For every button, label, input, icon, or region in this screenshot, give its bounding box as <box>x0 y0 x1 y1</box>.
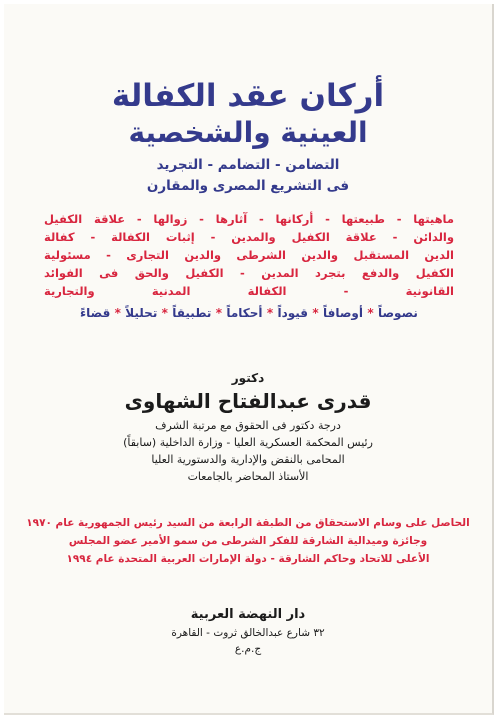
separator-star: * <box>215 306 223 320</box>
feature-item: تطبيقاً <box>172 306 212 320</box>
book-title-line-1: أركان عقد الكفالة <box>111 78 385 114</box>
feature-item: تحليلاً <box>125 306 158 320</box>
topics-line: ماهيتها - طبيعتها - أركانها - آثارها - زوالها - علاقة الكفيل <box>44 212 454 226</box>
separator-star: * <box>312 306 319 320</box>
separator-star: * <box>266 306 274 320</box>
topics-line: الدين المستقبل والدين الشرطى والدين التجارى - مسئولية <box>44 248 454 262</box>
award-line: الحاصل على وسام الاستحقاق من الطبقة الرابعة من السيد رئيس الجمهورية عام ١٩٧٠ <box>26 517 470 529</box>
separator-star: * <box>114 306 121 320</box>
credential-line: درجة دكتور فى الحقوق مع مرتبة الشرف <box>155 419 341 432</box>
feature-item: أوصافاً <box>322 306 364 320</box>
feature-item: نصوصاً <box>377 306 418 320</box>
separator-star: * <box>367 306 374 320</box>
publisher-country-code: ج.م.ع <box>234 643 262 655</box>
publisher-address: ٣٢ شارع عبدالخالق ثروت - القاهرة <box>171 627 325 639</box>
credential-line: المحامى بالنقض والإدارية والدستورية العليا <box>151 453 345 466</box>
author-title: دكتور <box>231 371 265 385</box>
topics-line: الكفيل والدفع بتجرد المدين - الكفيل والحق فى الفوائد <box>44 266 454 280</box>
feature-item: قيوداً <box>277 306 309 320</box>
award-line: الأعلى للاتحاد وحاكم الشارقة - دولة الإمارات العربية المتحدة عام ١٩٩٤ <box>66 553 430 565</box>
separator-star: * <box>161 306 168 320</box>
subtitle-line-2: فى التشريع المصرى والمقارن <box>146 178 350 194</box>
credential-line: رئيس المحكمة العسكرية العليا - وزارة الداخلية (سابقاً) <box>123 436 373 449</box>
author-name: قدرى عبدالفتاح الشهاوى <box>124 389 372 413</box>
topics-line: والدائن - علاقة الكفيل والمدين - إثبات الكفالة - كفالة <box>44 230 454 244</box>
credential-line: الأستاذ المحاضر بالجامعات <box>187 470 309 483</box>
features-line <box>80 304 418 322</box>
feature-item: قضاءً <box>80 306 111 320</box>
feature-item: أحكاماً <box>226 306 263 320</box>
award-line: وجائزة وميدالية الشارقة للفكر الشرطى من سمو الأمير عضو المجلس <box>68 535 428 547</box>
subtitle-line-1: التضامن - التضامم - التجريد <box>156 157 340 173</box>
book-title-page <box>4 4 494 715</box>
book-title-line-2: العينية والشخصية <box>128 116 368 149</box>
topics-line: القانونية - الكفالة المدنية والتجارية <box>44 284 454 298</box>
publisher-name: دار النهضة العربية <box>190 607 306 622</box>
